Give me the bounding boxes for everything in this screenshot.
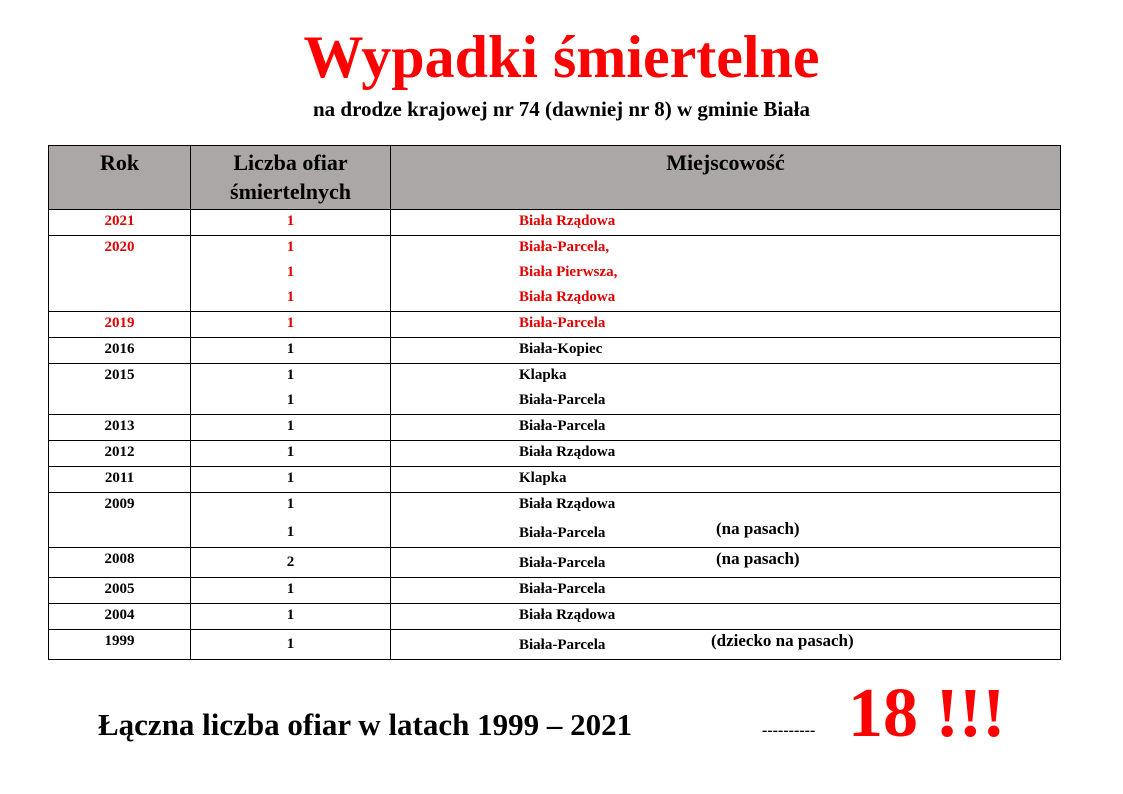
victim-count: 1 xyxy=(286,581,295,597)
victim-count: 1 xyxy=(286,264,295,280)
cell-victims xyxy=(191,338,391,364)
total-dashes: ---------- xyxy=(762,722,816,739)
victim-count: 1 xyxy=(286,213,295,229)
table-row xyxy=(49,312,1061,338)
victim-count: 1 xyxy=(286,444,295,460)
place-name: Klapka xyxy=(519,470,567,486)
cell-year xyxy=(49,467,191,493)
cell-place xyxy=(391,441,1061,467)
year-text: 2015 xyxy=(104,367,135,383)
place-name: Klapka xyxy=(519,367,567,383)
fatalities-table xyxy=(48,145,1061,660)
place-name: Biała-Parcela xyxy=(519,581,606,597)
place-line xyxy=(391,415,1060,440)
cell-victims xyxy=(191,364,391,415)
year-text: 2016 xyxy=(104,341,135,357)
victim-count: 1 xyxy=(286,239,295,255)
header-year: Rok xyxy=(49,146,191,210)
place-name: Biała-Parcela, xyxy=(519,239,610,255)
cell-victims xyxy=(191,441,391,467)
year-text: 2008 xyxy=(104,551,135,567)
year-text: 2011 xyxy=(104,470,135,486)
victim-count: 1 xyxy=(286,418,295,434)
year-text: 2019 xyxy=(104,315,135,331)
place-line xyxy=(391,548,1060,577)
place-line xyxy=(391,286,1060,311)
cell-place xyxy=(391,312,1061,338)
year-text: 2012 xyxy=(104,444,135,460)
place-line xyxy=(391,364,1060,389)
place-line xyxy=(391,236,1060,261)
place-name: Biała-Parcela xyxy=(519,418,606,434)
table-row xyxy=(49,493,1061,548)
table-row xyxy=(49,548,1061,578)
cell-year xyxy=(49,630,191,660)
cell-victims xyxy=(191,467,391,493)
victim-count: 1 xyxy=(286,367,295,383)
place-line xyxy=(391,578,1060,603)
total-value: 18 !!! xyxy=(848,675,1006,752)
place-line xyxy=(391,338,1060,363)
cell-place xyxy=(391,415,1061,441)
cell-place xyxy=(391,467,1061,493)
place-name: Biała Rządowa xyxy=(519,213,616,229)
place-name: Biała-Parcela xyxy=(519,555,606,571)
cell-victims xyxy=(191,210,391,236)
cell-year xyxy=(49,338,191,364)
year-text: 1999 xyxy=(104,633,135,649)
cell-year xyxy=(49,236,191,312)
year-text: 2004 xyxy=(104,607,135,623)
place-name: Biała Rządowa xyxy=(519,607,616,623)
table-row xyxy=(49,578,1061,604)
cell-place xyxy=(391,578,1061,604)
cell-year xyxy=(49,364,191,415)
cell-year xyxy=(49,415,191,441)
place-line xyxy=(391,389,1060,414)
table-row xyxy=(49,210,1061,236)
place-line xyxy=(391,493,1060,518)
table-row xyxy=(49,236,1061,312)
cell-victims xyxy=(191,630,391,660)
table-row xyxy=(49,467,1061,493)
place-note: (dziecko na pasach) xyxy=(711,631,854,650)
cell-year xyxy=(49,548,191,578)
place-line xyxy=(391,518,1060,547)
place-name: Biała-Parcela xyxy=(519,392,606,408)
cell-victims xyxy=(191,236,391,312)
place-line xyxy=(391,604,1060,629)
cell-year xyxy=(49,493,191,548)
place-note: (na pasach) xyxy=(716,519,800,538)
document-title: Wypadki śmiertelne xyxy=(303,24,820,90)
cell-victims xyxy=(191,415,391,441)
table-row xyxy=(49,415,1061,441)
cell-year xyxy=(49,210,191,236)
table-row xyxy=(49,364,1061,415)
cell-victims xyxy=(191,604,391,630)
place-name: Biała-Parcela xyxy=(519,315,606,331)
place-name: Biała-Parcela xyxy=(519,637,606,653)
place-name: Biała Rządowa xyxy=(519,289,616,305)
header-place: Miejscowość xyxy=(391,146,1061,210)
year-text: 2020 xyxy=(104,239,135,255)
victim-count: 1 xyxy=(286,607,295,623)
cell-year xyxy=(49,604,191,630)
cell-place xyxy=(391,364,1061,415)
place-line xyxy=(391,210,1060,235)
cell-place xyxy=(391,338,1061,364)
cell-place xyxy=(391,548,1061,578)
place-line xyxy=(391,312,1060,337)
cell-year xyxy=(49,578,191,604)
cell-victims xyxy=(191,312,391,338)
year-text: 2009 xyxy=(104,496,135,512)
cell-victims xyxy=(191,578,391,604)
place-name: Biała-Parcela xyxy=(519,525,606,541)
victim-count: 1 xyxy=(286,392,295,408)
victim-count: 1 xyxy=(286,636,295,652)
place-note: (na pasach) xyxy=(716,549,800,568)
place-name: Biała Rządowa xyxy=(519,444,616,460)
victim-count: 1 xyxy=(286,315,295,331)
cell-year xyxy=(49,441,191,467)
table-header-row xyxy=(49,146,1061,210)
place-line xyxy=(391,261,1060,286)
cell-victims xyxy=(191,493,391,548)
table-row xyxy=(49,338,1061,364)
place-line xyxy=(391,467,1060,492)
cell-place xyxy=(391,604,1061,630)
victim-count: 2 xyxy=(286,554,295,570)
cell-place xyxy=(391,493,1061,548)
header-victims: Liczba ofiar śmiertelnych xyxy=(191,146,391,210)
place-name: Biała Pierwsza, xyxy=(519,264,618,280)
cell-place xyxy=(391,210,1061,236)
victim-count: 1 xyxy=(286,341,295,357)
document-subtitle: na drodze krajowej nr 74 (dawniej nr 8) w gminie Biała xyxy=(313,97,810,121)
table-row xyxy=(49,604,1061,630)
place-line xyxy=(391,630,1060,659)
place-line xyxy=(391,441,1060,466)
place-name: Biała Rządowa xyxy=(519,496,616,512)
table-row xyxy=(49,441,1061,467)
victim-count: 1 xyxy=(286,524,295,540)
victim-count: 1 xyxy=(286,289,295,305)
cell-victims xyxy=(191,548,391,578)
cell-place xyxy=(391,630,1061,660)
cell-year xyxy=(49,312,191,338)
table-body xyxy=(49,210,1061,660)
cell-place xyxy=(391,236,1061,312)
victim-count: 1 xyxy=(286,470,295,486)
year-text: 2005 xyxy=(104,581,135,597)
year-text: 2021 xyxy=(104,213,135,229)
total-label: Łączna liczba ofiar w latach 1999 – 2021 xyxy=(98,707,633,742)
table-row xyxy=(49,630,1061,660)
victim-count: 1 xyxy=(286,496,295,512)
year-text: 2013 xyxy=(104,418,135,434)
place-name: Biała-Kopiec xyxy=(519,341,603,357)
